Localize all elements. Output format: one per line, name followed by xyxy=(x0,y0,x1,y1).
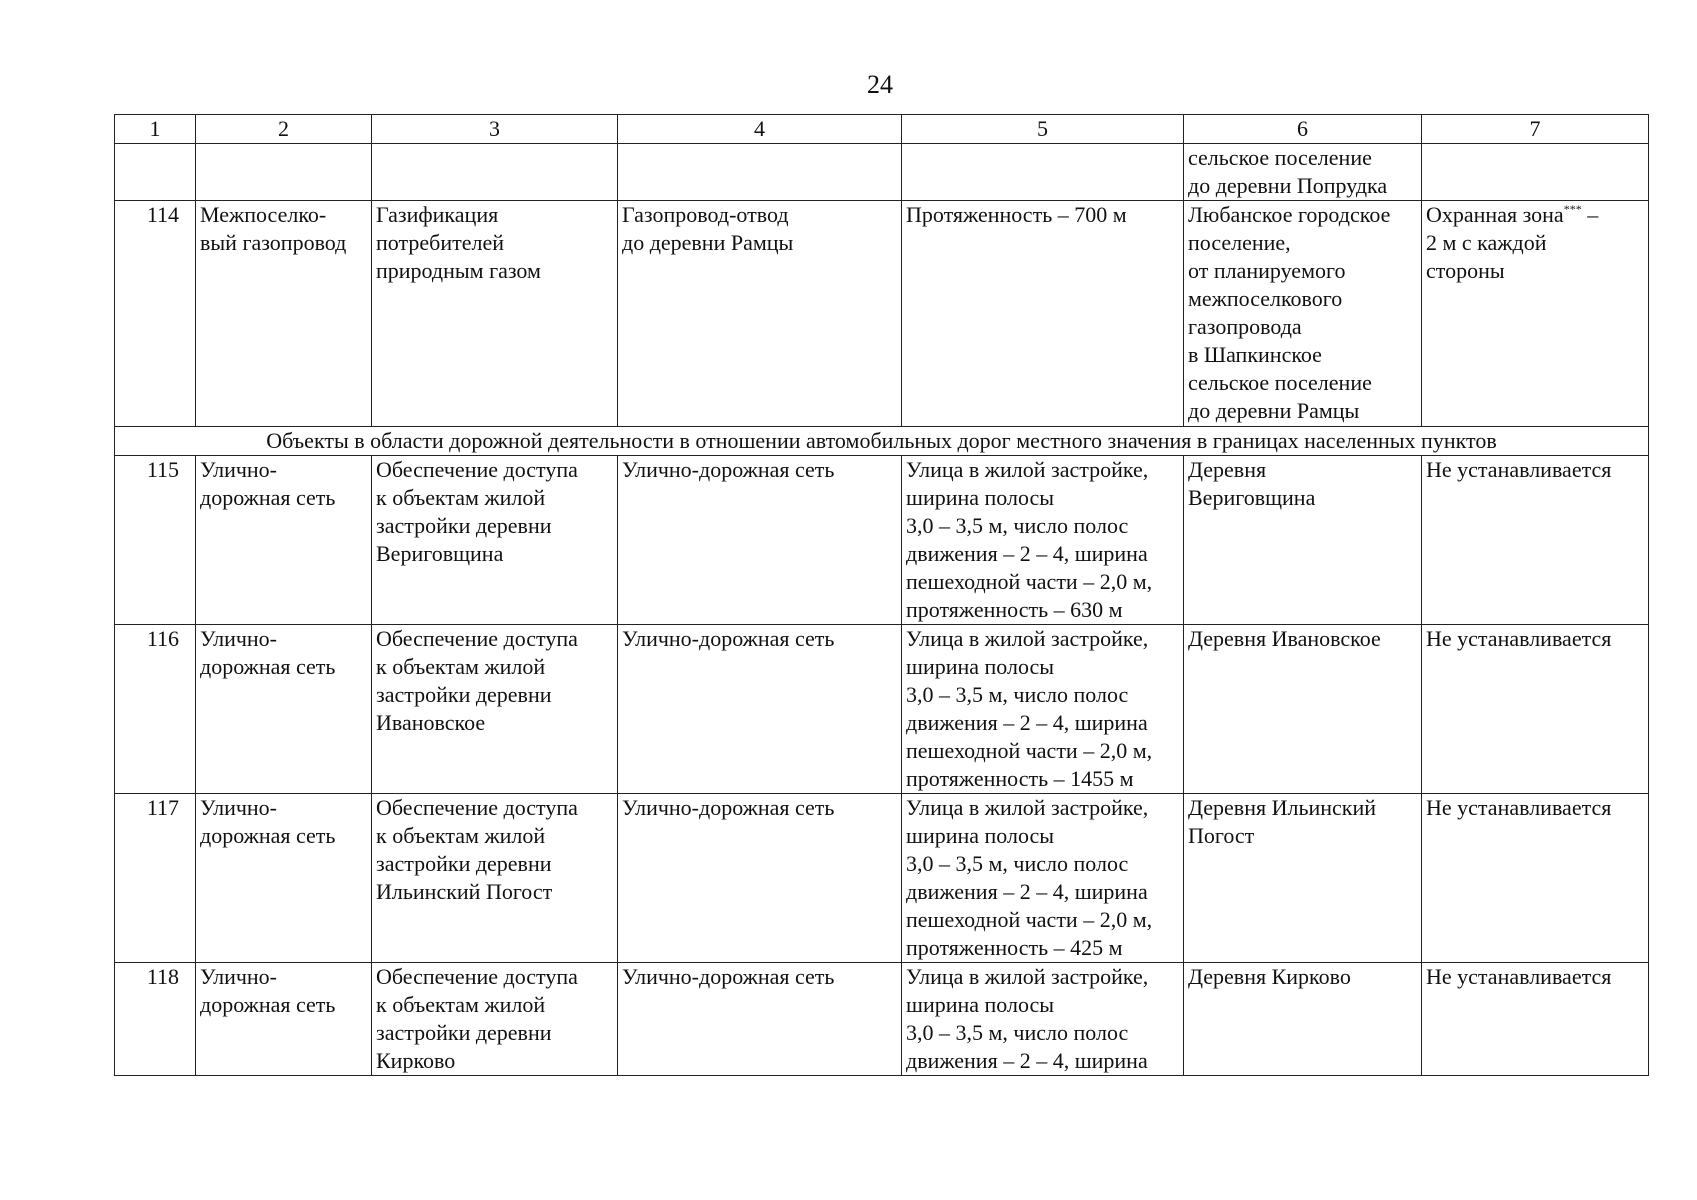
location-cell xyxy=(1184,963,1422,1076)
cell-line: дорожная сеть xyxy=(200,992,336,1017)
cell-line: до деревни Рамцы xyxy=(622,230,794,255)
cell-line: застройки деревни xyxy=(376,682,552,707)
cell-line: застройки деревни xyxy=(376,851,552,876)
cell-line: к объектам жилой xyxy=(376,823,546,848)
object-type-cell xyxy=(196,794,372,963)
cell-line: пешеходной части – 2,0 м, xyxy=(906,907,1153,932)
cell-line: поселение, xyxy=(1188,230,1291,255)
table-cell xyxy=(372,144,618,201)
object-type-cell xyxy=(196,963,372,1076)
cell-line: ширина полосы xyxy=(906,992,1055,1017)
location-cell xyxy=(1184,201,1422,427)
cell-line: Улица в жилой застройке, xyxy=(906,964,1149,989)
cell-line: сельское поселение xyxy=(1188,370,1372,395)
cell-line: Улично- xyxy=(200,795,278,820)
table-cell xyxy=(115,144,196,201)
table-cell xyxy=(618,144,902,201)
cell-line: ширина полосы xyxy=(906,823,1055,848)
cell-line: вый газопровод xyxy=(200,230,347,255)
cell-line: Погост xyxy=(1188,823,1255,848)
table-row-117 xyxy=(115,794,1649,963)
cell-line: ширина полосы xyxy=(906,654,1055,679)
cell-line: Улично-дорожная сеть xyxy=(622,457,835,482)
cell-line: стороны xyxy=(1426,258,1505,283)
object-name-cell xyxy=(618,963,902,1076)
characteristics-cell xyxy=(902,456,1184,625)
cell-line: Любанское городское xyxy=(1188,202,1391,227)
cell-line: Кирково xyxy=(376,1048,456,1073)
cell-line: дорожная сеть xyxy=(200,485,336,510)
cell-line: Улично- xyxy=(200,626,278,651)
cell-line: пешеходной части – 2,0 м, xyxy=(906,569,1153,594)
object-name-cell xyxy=(618,456,902,625)
cell-line: Обеспечение доступа xyxy=(376,457,578,482)
object-name-cell xyxy=(618,625,902,794)
cell-line: 3,0 – 3,5 м, число полос xyxy=(906,851,1129,876)
row-number: 116 xyxy=(115,625,196,794)
object-type-cell xyxy=(196,201,372,427)
cell-line: Протяженность – 700 м xyxy=(906,202,1127,227)
cell-line: Улица в жилой застройке, xyxy=(906,626,1149,651)
cell-line: 3,0 – 3,5 м, число полос xyxy=(906,513,1129,538)
cell-line: дорожная сеть xyxy=(200,654,336,679)
cell-line: Улично- xyxy=(200,457,278,482)
cell-line: Не устанавливается xyxy=(1426,964,1612,989)
cell-line: протяженность – 425 м xyxy=(906,935,1123,960)
object-name-cell xyxy=(618,794,902,963)
row-number: 115 xyxy=(115,456,196,625)
cell-line: Улично-дорожная сеть xyxy=(622,795,835,820)
cell-line: Улица в жилой застройке, xyxy=(906,457,1149,482)
location-cell xyxy=(1184,794,1422,963)
cell-line: протяженность – 1455 м xyxy=(906,766,1134,791)
cell-line: к объектам жилой xyxy=(376,992,546,1017)
column-number: 2 xyxy=(196,115,372,144)
cell-line: Не устанавливается xyxy=(1426,795,1612,820)
column-number: 7 xyxy=(1422,115,1649,144)
table-cell xyxy=(902,144,1184,201)
cell-line: Улично-дорожная сеть xyxy=(622,964,835,989)
cell-line: газопровода xyxy=(1188,314,1302,339)
cell-line xyxy=(1426,201,1644,229)
cell-line: межпоселкового xyxy=(1188,286,1343,311)
cell-line: потребителей xyxy=(376,230,504,255)
table-cell xyxy=(196,144,372,201)
characteristics-cell xyxy=(902,201,1184,427)
cell-line: от планируемого xyxy=(1188,258,1346,283)
column-number: 1 xyxy=(115,115,196,144)
cell-line: Обеспечение доступа xyxy=(376,626,578,651)
cell-line: Межпоселко- xyxy=(200,202,327,227)
cell-line: в Шапкинское xyxy=(1188,342,1322,367)
location-cell xyxy=(1184,456,1422,625)
continuation-row xyxy=(115,144,1649,201)
cell-line: Ивановское xyxy=(376,710,486,735)
cell-line: Не устанавливается xyxy=(1426,626,1612,651)
cell-line: протяженность – 630 м xyxy=(906,597,1123,622)
cell-line: 3,0 – 3,5 м, число полос xyxy=(906,682,1129,707)
purpose-cell xyxy=(372,456,618,625)
cell-line: Ильинский Погост xyxy=(376,879,553,904)
cell-line: природным газом xyxy=(376,258,541,283)
cell-line: Вериговщина xyxy=(1188,485,1316,510)
cell-line: до деревни Попрудка xyxy=(1188,173,1388,198)
cell-line: к объектам жилой xyxy=(376,485,546,510)
cell-line: Газопровод-отвод xyxy=(622,202,789,227)
objects-table xyxy=(114,114,1649,1076)
cell-line: движения – 2 – 4, ширина xyxy=(906,541,1148,566)
cell-line: ширина полосы xyxy=(906,485,1055,510)
cell-line: Деревня Ивановское xyxy=(1188,626,1381,651)
purpose-cell xyxy=(372,963,618,1076)
cell-line: движения – 2 – 4, ширина xyxy=(906,1048,1148,1073)
cell-line: движения – 2 – 4, ширина xyxy=(906,879,1148,904)
row-number: 117 xyxy=(115,794,196,963)
column-number: 6 xyxy=(1184,115,1422,144)
column-number: 3 xyxy=(372,115,618,144)
cell-line: 2 м с каждой xyxy=(1426,230,1547,255)
table-cell xyxy=(1422,144,1649,201)
table-row-114 xyxy=(115,201,1649,427)
cell-line: Деревня Кирково xyxy=(1188,964,1351,989)
column-number-row xyxy=(115,115,1649,144)
table-row-115 xyxy=(115,456,1649,625)
purpose-cell xyxy=(372,201,618,427)
protection-zone-cell xyxy=(1422,963,1649,1076)
cell-line: Обеспечение доступа xyxy=(376,964,578,989)
table-row-118 xyxy=(115,963,1649,1076)
cell-line: до деревни Рамцы xyxy=(1188,398,1360,423)
cell-line: 3,0 – 3,5 м, число полос xyxy=(906,1020,1129,1045)
cell-line: пешеходной части – 2,0 м, xyxy=(906,738,1153,763)
cell-line: движения – 2 – 4, ширина xyxy=(906,710,1148,735)
column-number: 5 xyxy=(902,115,1184,144)
cell-line: к объектам жилой xyxy=(376,654,546,679)
footnote-marker: *** xyxy=(1563,202,1582,216)
cell-line: Вериговщина xyxy=(376,541,504,566)
purpose-cell xyxy=(372,794,618,963)
cell-line: Деревня Ильинский xyxy=(1188,795,1377,820)
cell-line: Улично-дорожная сеть xyxy=(622,626,835,651)
table-row-116 xyxy=(115,625,1649,794)
purpose-cell xyxy=(372,625,618,794)
dash: – xyxy=(1581,202,1599,227)
cell-line: Газификация xyxy=(376,202,499,227)
cell-line: сельское поселение xyxy=(1188,145,1372,170)
protection-zone-cell xyxy=(1422,625,1649,794)
section-heading-row xyxy=(115,427,1649,456)
object-type-cell xyxy=(196,625,372,794)
cell-line: Не устанавливается xyxy=(1426,457,1612,482)
cell-line: Деревня xyxy=(1188,457,1267,482)
location-cell xyxy=(1184,625,1422,794)
row-number: 118 xyxy=(115,963,196,1076)
object-name-cell xyxy=(618,201,902,427)
protection-zone-cell xyxy=(1422,201,1649,427)
zone-label: Охранная зона xyxy=(1426,202,1564,227)
section-heading: Объекты в области дорожной деятельности в отношении автомобильных дорог местного значения в границах населенных пунктов xyxy=(115,427,1649,456)
row-number: 114 xyxy=(115,201,196,427)
page-number: 24 xyxy=(867,70,893,99)
cell-line: дорожная сеть xyxy=(200,823,336,848)
cell-line: Обеспечение доступа xyxy=(376,795,578,820)
cell-line: застройки деревни xyxy=(376,513,552,538)
cell-line: Улично- xyxy=(200,964,278,989)
protection-zone-cell xyxy=(1422,456,1649,625)
location-cell xyxy=(1184,144,1422,201)
object-type-cell xyxy=(196,456,372,625)
characteristics-cell xyxy=(902,794,1184,963)
characteristics-cell xyxy=(902,963,1184,1076)
column-number: 4 xyxy=(618,115,902,144)
cell-line: застройки деревни xyxy=(376,1020,552,1045)
protection-zone-cell xyxy=(1422,794,1649,963)
cell-line: Улица в жилой застройке, xyxy=(906,795,1149,820)
characteristics-cell xyxy=(902,625,1184,794)
